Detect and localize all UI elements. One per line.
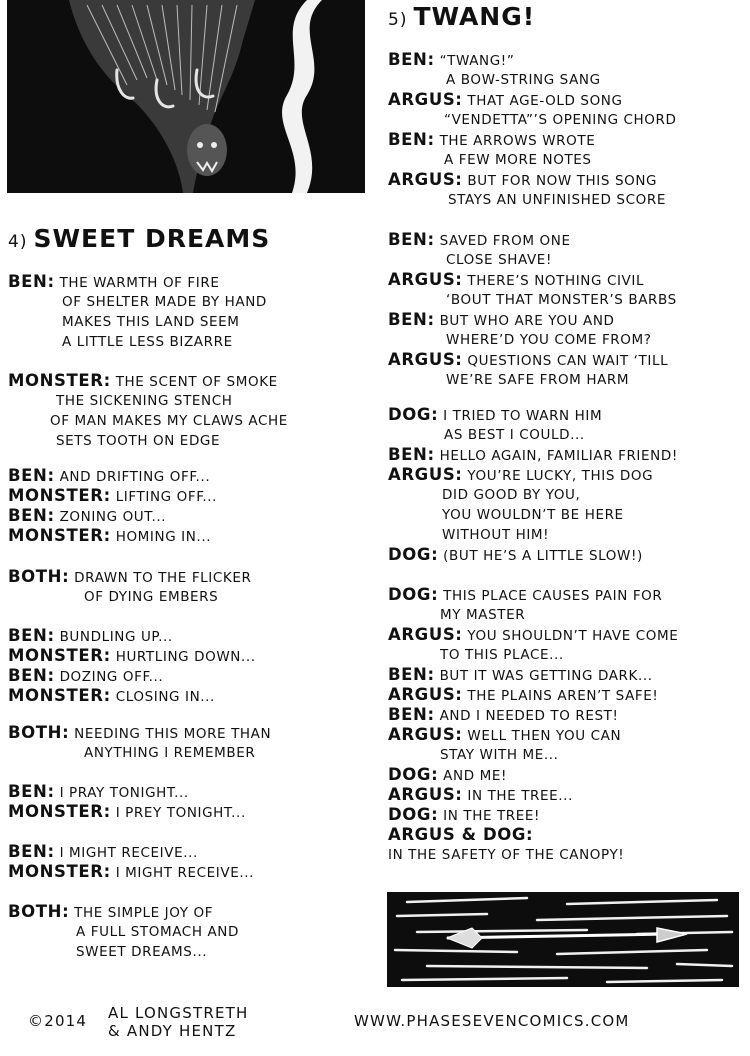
lyric-text: THE SICKENING STENCH: [56, 393, 233, 409]
lyric-text: I TRIED TO WARN HIM: [443, 408, 603, 424]
speaker-name: ARGUS:: [388, 685, 463, 704]
lyric-text: AND ME!: [443, 768, 507, 784]
section4-number: 4): [8, 232, 28, 252]
speaker-name: DOG:: [388, 805, 439, 824]
lyric-text: CLOSING IN...: [115, 689, 215, 705]
lyric-text: IN THE TREE!: [443, 808, 541, 824]
lyric-line: [388, 270, 644, 291]
lyric-text: WITHOUT HIM!: [442, 527, 550, 543]
lyric-line: [388, 805, 540, 826]
lyric-line: [444, 150, 592, 170]
lyric-line: [8, 686, 215, 707]
speaker-name: BEN:: [388, 230, 435, 249]
lyric-line: [446, 330, 652, 350]
speaker-name: MONSTER:: [8, 526, 111, 545]
lyric-text: AND DRIFTING OFF...: [59, 469, 211, 485]
lyric-line: [442, 485, 580, 505]
lyric-line: [444, 110, 677, 130]
lyric-text: QUESTIONS CAN WAIT ‘TILL: [467, 353, 669, 369]
lyric-line: [388, 685, 658, 706]
lyric-text: ‘BOUT THAT MONSTER’S BARBS: [446, 292, 677, 308]
lyric-text: YOU WOULDN’T BE HERE: [442, 507, 624, 523]
speaker-name: ARGUS:: [388, 785, 463, 804]
section5-title: [388, 2, 535, 31]
lyric-text: YOU SHOULDN’T HAVE COME: [467, 628, 679, 644]
lyric-line: [388, 230, 571, 251]
lyric-text: STAYS AN UNFINISHED SCORE: [448, 192, 666, 208]
lyric-line: [62, 332, 233, 352]
lyric-text: THE ARROWS WROTE: [439, 133, 596, 149]
speaker-name: BEN:: [388, 130, 435, 149]
lyric-line: [56, 431, 220, 451]
lyric-line: [8, 723, 271, 744]
lyric-text: HURTLING DOWN...: [115, 649, 256, 665]
lyric-line: [62, 312, 240, 332]
footer-author1: AL LONGSTRETH: [108, 1004, 249, 1022]
speaker-name: BEN:: [8, 842, 55, 861]
section4-title: [8, 224, 270, 253]
speaker-name: ARGUS & DOG:: [388, 825, 534, 844]
lyric-line: [444, 425, 585, 445]
footer-website: WWW.PHASESEVENCOMICS.COM: [354, 1012, 630, 1030]
speaker-name: MONSTER:: [8, 371, 111, 390]
speaker-name: DOG:: [388, 545, 439, 564]
section5-title-text: TWANG!: [413, 2, 536, 31]
lyric-line: [8, 666, 163, 687]
lyric-text: BUT WHO ARE YOU AND: [439, 313, 615, 329]
lyric-text: SAVED FROM ONE: [439, 233, 571, 249]
lyric-line: [8, 466, 210, 487]
speaker-name: MONSTER:: [8, 686, 111, 705]
lyric-text: BUT IT WAS GETTING DARK...: [439, 668, 653, 684]
speaker-name: BEN:: [388, 705, 435, 724]
lyric-line: [8, 646, 256, 667]
speaker-name: BEN:: [8, 466, 55, 485]
lyric-text: LIFTING OFF...: [115, 489, 218, 505]
speaker-name: ARGUS:: [388, 625, 463, 644]
speaker-name: DOG:: [388, 585, 439, 604]
section5-number: 5): [388, 10, 408, 30]
lyric-text: (BUT HE’S A LITTLE SLOW!): [443, 548, 643, 564]
speaker-name: BEN:: [8, 272, 55, 291]
lyric-line: [446, 290, 677, 310]
speaker-name: ARGUS:: [388, 170, 463, 189]
lyric-text: WHERE’D YOU COME FROM?: [446, 332, 652, 348]
lyric-line: [388, 845, 624, 865]
lyric-line: [388, 665, 653, 686]
lyric-line: [440, 605, 525, 625]
lyric-text: WELL THEN YOU CAN: [467, 728, 622, 744]
footer-authors: [108, 1004, 249, 1040]
lyric-line: [8, 902, 213, 923]
lyric-line: [8, 371, 278, 392]
lyric-text: A LITTLE LESS BIZARRE: [62, 334, 233, 350]
lyric-line: [446, 250, 552, 270]
lyric-line: [388, 825, 533, 846]
lyric-text: “TWANG!”: [439, 53, 515, 69]
speaker-name: MONSTER:: [8, 802, 111, 821]
speaker-name: BEN:: [8, 626, 55, 645]
footer-copyright: ©2014: [28, 1012, 88, 1030]
speaker-name: DOG:: [388, 765, 439, 784]
speaker-name: BEN:: [8, 666, 55, 685]
lyric-line: [442, 505, 624, 525]
arrow-illustration: [387, 892, 739, 987]
lyric-text: OF SHELTER MADE BY HAND: [62, 294, 267, 310]
lyric-text: I MIGHT RECEIVE...: [59, 845, 198, 861]
lyric-line: [388, 545, 643, 566]
lyric-line: [50, 411, 288, 431]
lyric-line: [8, 842, 198, 863]
lyric-text: MY MASTER: [440, 607, 526, 623]
lyric-line: [388, 585, 662, 606]
speaker-name: BEN:: [8, 782, 55, 801]
lyric-text: I MIGHT RECEIVE...: [115, 865, 255, 881]
lyric-text: ANYTHING I REMEMBER: [84, 745, 256, 761]
speaker-name: BOTH:: [8, 723, 70, 742]
lyric-line: [84, 587, 218, 607]
lyric-line: [440, 645, 564, 665]
lyric-line: [388, 310, 615, 331]
lyric-line: [440, 745, 559, 765]
lyric-text: OF DYING EMBERS: [84, 589, 219, 605]
speaker-name: BEN:: [388, 445, 435, 464]
lyric-line: [448, 190, 666, 210]
speaker-name: BEN:: [388, 310, 435, 329]
lyric-text: “VENDETTA”’S OPENING CHORD: [444, 112, 677, 128]
speaker-name: MONSTER:: [8, 646, 111, 665]
lyric-text: SETS TOOTH ON EDGE: [56, 433, 221, 449]
lyric-line: [8, 272, 219, 293]
lyric-text: TO THIS PLACE...: [440, 647, 564, 663]
lyric-text: IN THE TREE...: [467, 788, 573, 804]
lyric-text: THE PLAINS AREN’T SAFE!: [467, 688, 659, 704]
speaker-name: BOTH:: [8, 902, 70, 921]
lyric-text: DOZING OFF...: [59, 669, 164, 685]
lyric-text: THAT AGE-OLD SONG: [467, 93, 623, 109]
speaker-name: BEN:: [8, 506, 55, 525]
monster-illustration: [7, 0, 365, 193]
lyric-line: [8, 506, 166, 527]
lyric-text: ZONING OUT...: [59, 509, 167, 525]
speaker-name: ARGUS:: [388, 725, 463, 744]
lyric-text: THE WARMTH OF FIRE: [59, 275, 220, 291]
lyric-text: STAY WITH ME...: [440, 747, 559, 763]
lyric-text: AS BEST I COULD...: [444, 427, 585, 443]
lyric-text: I PREY TONIGHT...: [115, 805, 246, 821]
lyric-text: A FULL STOMACH AND: [76, 924, 239, 940]
lyric-line: [8, 626, 173, 647]
lyric-line: [56, 391, 233, 411]
speaker-name: ARGUS:: [388, 90, 463, 109]
lyric-text: MAKES THIS LAND SEEM: [62, 314, 240, 330]
lyric-line: [388, 350, 668, 371]
lyric-text: A BOW-STRING SANG: [446, 72, 601, 88]
lyric-line: [446, 70, 601, 90]
lyric-text: HELLO AGAIN, FAMILIAR FRIEND!: [439, 448, 678, 464]
speaker-name: BOTH:: [8, 567, 70, 586]
lyric-line: [388, 90, 623, 111]
lyric-text: AND I NEEDED TO REST!: [439, 708, 619, 724]
lyric-line: [388, 785, 573, 806]
speaker-name: DOG:: [388, 405, 439, 424]
lyric-line: [8, 486, 217, 507]
lyric-text: YOU’RE LUCKY, THIS DOG: [467, 468, 654, 484]
lyric-line: [388, 405, 602, 426]
lyric-line: [8, 567, 251, 588]
lyric-text: THE SIMPLE JOY OF: [74, 905, 214, 921]
lyric-text: I PRAY TONIGHT...: [59, 785, 189, 801]
lyric-text: CLOSE SHAVE!: [446, 252, 552, 268]
speaker-name: MONSTER:: [8, 862, 111, 881]
lyric-line: [62, 292, 267, 312]
speaker-name: BEN:: [388, 50, 435, 69]
lyric-line: [84, 743, 255, 763]
lyric-line: [388, 765, 507, 786]
lyric-text: IN THE SAFETY OF THE CANOPY!: [388, 847, 625, 863]
lyric-text: HOMING IN...: [115, 529, 212, 545]
lyric-line: [8, 802, 246, 823]
lyric-line: [76, 922, 239, 942]
speaker-name: ARGUS:: [388, 270, 463, 289]
lyric-line: [388, 445, 678, 466]
lyric-line: [76, 942, 207, 962]
lyric-text: SWEET DREAMS...: [76, 944, 208, 960]
lyric-text: DID GOOD BY YOU,: [442, 487, 581, 503]
lyric-text: WE’RE SAFE FROM HARM: [446, 372, 630, 388]
lyric-text: DRAWN TO THE FLICKER: [74, 570, 252, 586]
lyric-text: THERE’S NOTHING CIVIL: [467, 273, 645, 289]
lyric-line: [388, 625, 678, 646]
lyric-line: [388, 50, 514, 71]
lyric-line: [8, 862, 254, 883]
lyric-line: [388, 465, 653, 486]
lyric-text: NEEDING THIS MORE THAN: [74, 726, 272, 742]
lyric-text: OF MAN MAKES MY CLAWS ACHE: [50, 413, 288, 429]
lyric-line: [446, 370, 629, 390]
lyric-line: [388, 705, 619, 726]
speaker-name: BEN:: [388, 665, 435, 684]
lyric-line: [388, 725, 621, 746]
lyric-text: THE SCENT OF SMOKE: [115, 374, 278, 390]
lyric-text: BUT FOR NOW THIS SONG: [467, 173, 658, 189]
speaker-name: MONSTER:: [8, 486, 111, 505]
speaker-name: ARGUS:: [388, 465, 463, 484]
lyric-text: BUNDLING UP...: [59, 629, 173, 645]
lyric-line: [388, 130, 595, 151]
lyric-text: THIS PLACE CAUSES PAIN FOR: [443, 588, 663, 604]
footer-author2: & ANDY HENTZ: [108, 1022, 237, 1040]
lyric-line: [442, 525, 549, 545]
speaker-name: ARGUS:: [388, 350, 463, 369]
lyric-line: [388, 170, 657, 191]
lyric-line: [8, 526, 211, 547]
lyric-text: A FEW MORE NOTES: [444, 152, 592, 168]
lyric-line: [8, 782, 189, 803]
section4-title-text: SWEET DREAMS: [33, 224, 271, 253]
